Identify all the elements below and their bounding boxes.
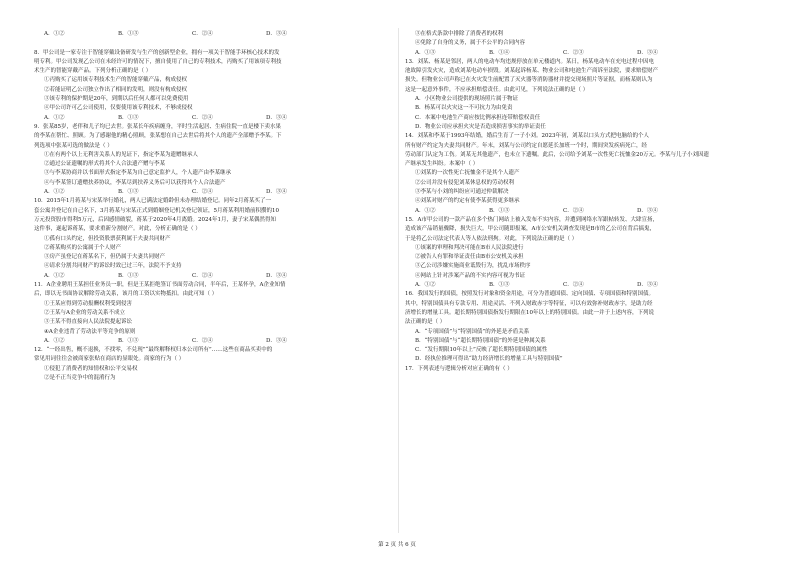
statement-item: ④请求分割共同财产的诉讼时效已过三年，法院不予支持 <box>44 263 182 270</box>
question-stem: 其中，特别国债具有专款专用、用途灵活、不列入财政赤字等特征，可以有效弥补财政赤字，是助力经 <box>405 300 653 307</box>
statement-item: ①该案的审理和判决可能在B市人民法院进行 <box>415 244 524 251</box>
options-row <box>34 337 396 346</box>
question-stem: 于是将乙公司法定代表人等人依法刑拘。对此，下列说法正确的是（ ） <box>405 235 578 242</box>
statement-item: ③李某与小刘的纠纷应可通过仲裁解决 <box>415 189 509 196</box>
option-a: A．①② <box>44 337 65 344</box>
statement-item: ②通过公证遗嘱的形式将其个人合法遗产赠与李某 <box>44 161 166 168</box>
choice-item: C．“发行期限10年以上”反映了超长期特别国债的属性 <box>415 347 548 354</box>
options-row <box>34 188 396 197</box>
column-divider <box>398 28 399 533</box>
statement-item: ③在格式条款中排除了消费者的权利 <box>415 31 504 37</box>
options-row <box>405 207 767 216</box>
statement-item: ③王某不得直接向人民法院提起诉讼 <box>44 319 133 326</box>
question-stem: 11．A企业聘用王某担任业务员一职，但是王某拒绝签订书面劳动合同，半年后，王某怀孕，A企业知情 <box>34 282 286 289</box>
question-9 <box>34 123 396 197</box>
question-stem: 劳动部门认定为工伤。刘某无其他遗产，也未立下遗嘱。此后，公司给予刘某一次性死亡抚恤金20万元。李某与儿子小刘因遗 <box>405 151 710 158</box>
question-10 <box>34 197 396 281</box>
statement-item: ②若能证明乙公司独立作出了相同的发明，则没有构成侵权 <box>44 86 188 93</box>
question-12 <box>34 346 396 383</box>
options-row <box>405 49 767 58</box>
question-stem: 池故障引发火灾，造成刘某电动车损毁。刘某起诉杨某、物业公司和电池生产商诉至法院，要求赔偿财产 <box>405 68 659 75</box>
options-row <box>34 272 396 281</box>
question-17 <box>405 365 767 374</box>
question-16 <box>405 290 767 364</box>
option-a: A．①② <box>44 189 65 196</box>
question-stem: 造成该产品销量骤降，损失巨大。甲公司随即报案，A市公安机关调查发现是B市的乙公司在背后搞鬼， <box>405 226 656 233</box>
options-row <box>405 281 767 290</box>
option-d: D．③④ <box>266 272 287 279</box>
option-d: D．③④ <box>637 282 658 289</box>
question-stem: 9．张某85岁，老伴和儿子均已去世。张某长年疾病缠身，平时生活起居、生病住院一直是楼下卖水果 <box>34 123 282 130</box>
statement-item: ①丙购买了运用该专利技术生产的智能穿戴产品，构成侵权 <box>44 77 188 84</box>
choice-item: D．物业公司应承担火灾是否造成损害事实的举证责任 <box>415 123 546 130</box>
statement-item: ②被告人有罪和举证责任由B市公安机关承担 <box>415 254 524 261</box>
statement-item: ②是不正当竞争中的混淆行为 <box>44 374 116 381</box>
statement-item: ①孤有口头约定，但投资股票获利属于夫妻共同财产 <box>44 235 171 242</box>
page-footer: 第 2 页 共 6 页 <box>378 542 416 548</box>
question-stem: 17．下列表述与逻辑分析对应正确的有（ ） <box>405 365 513 372</box>
option-a: A．①③ <box>415 49 436 56</box>
statement-item: ③该专利的保护期是20年，到期以后任何人都可以免费使用 <box>44 96 189 103</box>
option-c: C．②④ <box>192 337 213 344</box>
question-stem: 损失。但物业公司声称已在火灾发生前配置了灭火器等消防器材并提交现场照片等证据，而杨某则认为 <box>405 77 653 84</box>
question-stem: 这件事，遂起诉蒋某，要求重新分割财产。对此，分析正确的是（ ） <box>34 226 201 233</box>
question-stem: 套公寓并登记在自己名下，3月蒋某与宋某正式到婚姻登记机关登记领证，5月蒋某利用婚前积攒的10 <box>34 207 280 214</box>
option-c: C．②④ <box>192 272 213 279</box>
question-stem: 常见用词往往会被商家张贴在商店的显眼处。商家的行为（ ） <box>34 356 185 363</box>
statement-item: ③房产虽登记在蒋某名下，但仍属于夫妻共同财产 <box>44 254 166 261</box>
question-stem: 13．刘某、杨某是邻居，两人的电动车均违规停放在单元楼道内。某日，杨某电动车在充电过程中因电 <box>405 58 655 65</box>
question-14 <box>405 132 767 216</box>
question-stem: 济增长的增量工具。超长期特别国债指发行期限在10年以上的特别国债。由此一并于上述内容，下列说 <box>405 309 655 316</box>
choice-item: B．杨某可以火灾这一不可抗力为由免责 <box>415 105 513 112</box>
options-row <box>34 114 396 123</box>
choice-item: C．本案中电池生产商应按比例承担连带赔偿权责任 <box>415 114 541 121</box>
question-stem: 16．我国发行的国债，按照发行对象和资金用途，可分为普通国债、定向国债、专项国债和特别国债。 <box>405 291 655 298</box>
question-stem: 8．甲公司是一家专注于智能穿戴设备研发与生产的创新型企业，拥有一项关于智能手环核心技术的发 <box>34 49 280 56</box>
question-stem: 12．“一经出售，概不退换，不找零，不兑现”“最终解释权归本公司所有”……这些在商品买卖中的 <box>34 347 273 354</box>
choice-item: D．经执位推理可得出“助力经济增长的增量工具与特别国债” <box>415 356 563 363</box>
statement-item: ②蒋某购买的公寓属于个人财产 <box>44 244 122 251</box>
option-c: C．②③ <box>563 49 584 56</box>
option-a: A．①② <box>44 31 65 37</box>
statement-item: ①在有两个以上无利害关系人的见证下，指定李某为遗赠继承人 <box>44 151 199 158</box>
option-b: B．①③ <box>118 31 139 37</box>
statement-item: ④刘某对财产的约定有使李某获得更多继承 <box>415 198 520 205</box>
option-d: D．③④ <box>266 189 287 196</box>
question-8 <box>34 49 396 123</box>
choice-item: A．“专项国债”与“特别国债”的外延是矛盾关系 <box>415 328 530 335</box>
statement-item: ③与李某协商并以书面形式指定李某为自己意定监护人，个人遗产由李某继承 <box>44 170 232 177</box>
question-stem: 所有财产约定为夫妻共同财产。年末，刘某与公司约定自愿延长加班一个时，期间突发疾病死亡，经 <box>405 142 648 149</box>
question-stem: 的李某在帮忙、照顾。为了感谢他的精心照顾，张某想在自己去世后将其个人的遗产全部赠予李某。下 <box>34 133 282 140</box>
option-b: B．①③ <box>118 114 139 121</box>
option-c: C．②④ <box>192 114 213 121</box>
statement-item: ④免除了自身的义务，属于不公平的合同内容 <box>415 40 526 47</box>
option-b: B．①③ <box>118 272 139 279</box>
question-11 <box>34 281 396 346</box>
option-d: D．③④ <box>266 337 287 344</box>
option-b: B．①③ <box>118 189 139 196</box>
question-stem: 后，即以无书面协议解除劳动关系，该月的工资以实物抵扣。由此可知（ ） <box>34 291 218 298</box>
question-stem: 14．刘某和李某于1993年结婚，婚后生育了一子小刘。2023年初，刘某以口头方式把电脑给的个人 <box>405 133 649 140</box>
question-stem: 这是一起意外事件，不应承担赔偿责任。由此可见，下列说法正确的是（ ） <box>405 86 589 93</box>
question-stem: 10．2015年1月蒋某与宋某举行婚礼，两人已满法定婚龄但未办理结婚登记。同年2月蒋某买了一 <box>34 198 271 205</box>
question-stem: 明专利。甲公司发现乙公司在未经许可的情况下，擅自使用了自己的专利技术，丙购买了用该项专利技 <box>34 58 282 65</box>
option-b: B．①④ <box>489 49 510 56</box>
option-c: C．②④ <box>563 207 584 214</box>
question-stem: 术生产的智能穿戴产品。下列分析正确的是（ ） <box>34 68 152 75</box>
option-a: A．①② <box>415 207 436 214</box>
choice-item: B．“特别国债”与“超长期特别国债”的外延是种属关系 <box>415 337 546 344</box>
option-a: A．①② <box>415 282 436 289</box>
question-stem: 产继承发生纠纷。本案中（ ） <box>405 161 479 168</box>
option-c: C．②④ <box>192 189 213 196</box>
statement-item: ①侵犯了消费者的知情权和公平交易权 <box>44 365 138 372</box>
statement-item: ④甲公司许可乙公司使用，仅要使用该专利技术，不够成侵权 <box>44 105 193 112</box>
statement-item: ②王某与A企业的劳动关系不成立 <box>44 309 125 316</box>
question-stem: 法正确的是（ ） <box>405 319 446 326</box>
question-13 <box>405 58 767 132</box>
options-row <box>34 30 396 39</box>
statement-item: ①王某应得到劳动报酬权利受到侵害 <box>44 300 133 307</box>
option-b: B．①③ <box>118 337 139 344</box>
option-c: C．②④ <box>192 31 213 37</box>
option-a: A．①② <box>44 272 65 279</box>
option-a: A．①② <box>44 114 65 121</box>
option-d: D．③④ <box>637 207 658 214</box>
statement-item: ③乙公司涉嫌实施商业诋毁行为，扰乱市场秩序 <box>415 263 531 270</box>
question-15 <box>405 216 767 290</box>
statement-item: ④与李某签订遗赠扶养协议，李某尽到扶养义务后可以获得其个人合法遗产 <box>44 179 226 186</box>
question-stem: 万元投资股市得利5万元，后因感情破裂，蒋某于2020年4月离婚。2024年1月，妻子宋某偶然得知 <box>34 216 276 223</box>
statement-item: ①刘某的一次性死亡抚恤金不是其个人遗产 <box>415 170 520 177</box>
right-column <box>405 30 767 374</box>
option-d: D．③④ <box>637 49 658 56</box>
statement-item: ④网站上针对涉案产品的不实内容可视为书证 <box>415 272 526 279</box>
statement-item: ②公司并没有侵犯刘某休息权的劳动权利 <box>415 179 515 186</box>
option-b: B．①③ <box>489 282 510 289</box>
choice-item: A．小区物业公司提供的现场照片属于物证 <box>415 96 518 103</box>
question-stem: 列选项中张某可选的做法是（ ） <box>34 142 113 149</box>
statement-item: ④A企业违背了劳动法平等竞争的原则 <box>44 328 136 335</box>
option-d: D．③④ <box>266 114 287 121</box>
left-column <box>34 30 396 383</box>
option-c: C．②④ <box>563 282 584 289</box>
option-d: D．③④ <box>266 31 287 37</box>
option-b: B．①③ <box>489 207 510 214</box>
question-stem: 15．A市甲公司的一款产品在多个热门网站上被入发布不实内容，并遭到网络水军跟帖转发、大肆宣扬， <box>405 216 658 223</box>
